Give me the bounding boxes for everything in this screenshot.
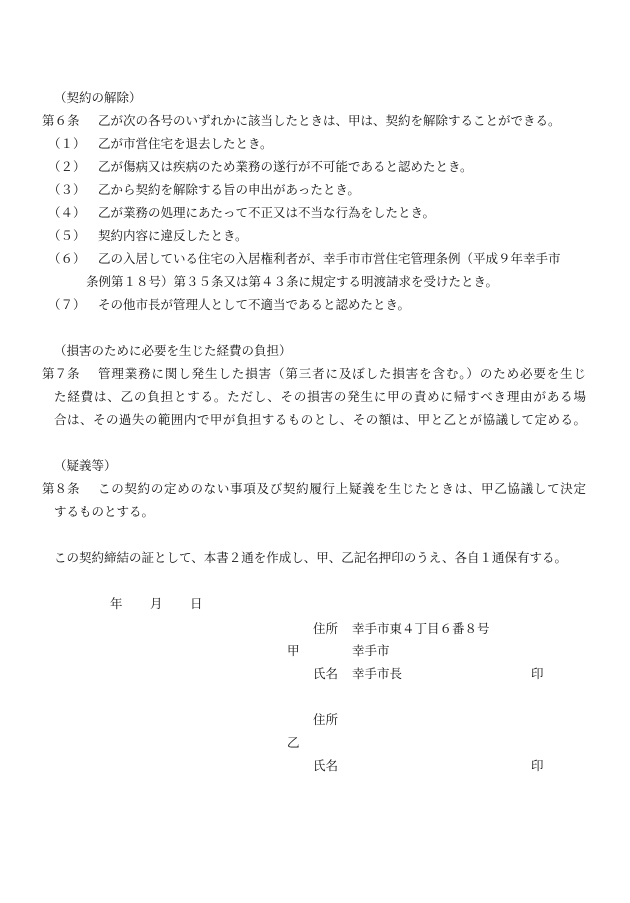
date-month: 月 xyxy=(150,596,163,611)
art7-line-1: 管理業務に関し発生した損害（第三者に及ぼした損害を含む。）のため必要を生じ xyxy=(98,366,586,381)
art6-item-1-text: 乙が市営住宅を退去したとき。 xyxy=(98,136,273,151)
art7-label: 第７条 xyxy=(42,366,80,381)
art7-heading: （損害のために必要を生じた経費の負担） xyxy=(54,343,292,358)
art6-item-7-num: （７） xyxy=(48,297,86,312)
art6-item-6-cont: 条例第１８号）第３５条又は第４３条に規定する明渡請求を受けたとき。 xyxy=(86,274,499,289)
art6-text: 乙が次の各号のいずれかに該当したときは、甲は、契約を解除することができる。 xyxy=(98,113,561,128)
closing-statement: この契約締結の証として、本書２通を作成し、甲、乙記名押印のうえ、各自１通保有する。 xyxy=(54,550,568,565)
party-a-name-label: 氏名 xyxy=(313,666,339,681)
art6-item-6-text: 乙の入居している住宅の入居権利者が、幸手市市営住宅管理条例（平成９年幸手市 xyxy=(98,251,561,266)
party-a-address: 幸手市東４丁目６番８号 xyxy=(352,621,490,636)
art6-item-3-text: 乙から契約を解除する旨の申出があったとき。 xyxy=(98,182,360,197)
art6-label: 第６条 xyxy=(42,113,80,128)
art7-line-3: 合は、その過失の範囲内で甲が負担するものとし、その額は、甲と乙とが協議して定める。 xyxy=(54,412,586,427)
party-b-address-label: 住所 xyxy=(313,712,339,727)
art6-item-1-num: （１） xyxy=(48,136,86,151)
art8-label: 第８条 xyxy=(42,481,80,496)
art8-line-2: するものとする。 xyxy=(54,504,155,519)
art6-item-4-text: 乙が業務の処理にあたって不正又は不当な行為をしたとき。 xyxy=(98,205,436,220)
art6-item-3-num: （３） xyxy=(48,182,86,197)
party-b-seal: 印 xyxy=(531,758,544,773)
art8-line-1: この契約の定めのない事項及び契約履行上疑義を生じたときは、甲乙協議して決定 xyxy=(98,481,586,496)
party-a-address-label: 住所 xyxy=(313,621,339,636)
party-b-name-label: 氏名 xyxy=(313,758,339,773)
art7-line-2: た経費は、乙の負担とする。ただし、その損害の発生に甲の責めに帰すべき理由がある場 xyxy=(54,389,586,404)
party-a-org: 幸手市 xyxy=(352,643,390,658)
party-a-label: 甲 xyxy=(287,643,300,658)
party-b-label: 乙 xyxy=(287,735,300,750)
art6-item-5-num: （５） xyxy=(48,228,86,243)
art6-item-4-num: （４） xyxy=(48,205,86,220)
date-day: 日 xyxy=(190,596,203,611)
art6-heading: （契約の解除） xyxy=(54,90,142,105)
party-a-name: 幸手市長 xyxy=(352,666,403,681)
party-a-seal: 印 xyxy=(531,666,544,681)
art8-heading: （疑義等） xyxy=(54,458,117,473)
art6-item-2-num: （２） xyxy=(48,159,86,174)
date-year: 年 xyxy=(110,596,123,611)
art6-item-2-text: 乙が傷病又は疾病のため業務の遂行が不可能であると認めたとき。 xyxy=(98,159,473,174)
art6-item-6-num: （６） xyxy=(48,251,86,266)
art6-item-5-text: 契約内容に違反したとき。 xyxy=(98,228,248,243)
art6-item-7-text: その他市長が管理人として不適当であると認めたとき。 xyxy=(98,297,411,312)
